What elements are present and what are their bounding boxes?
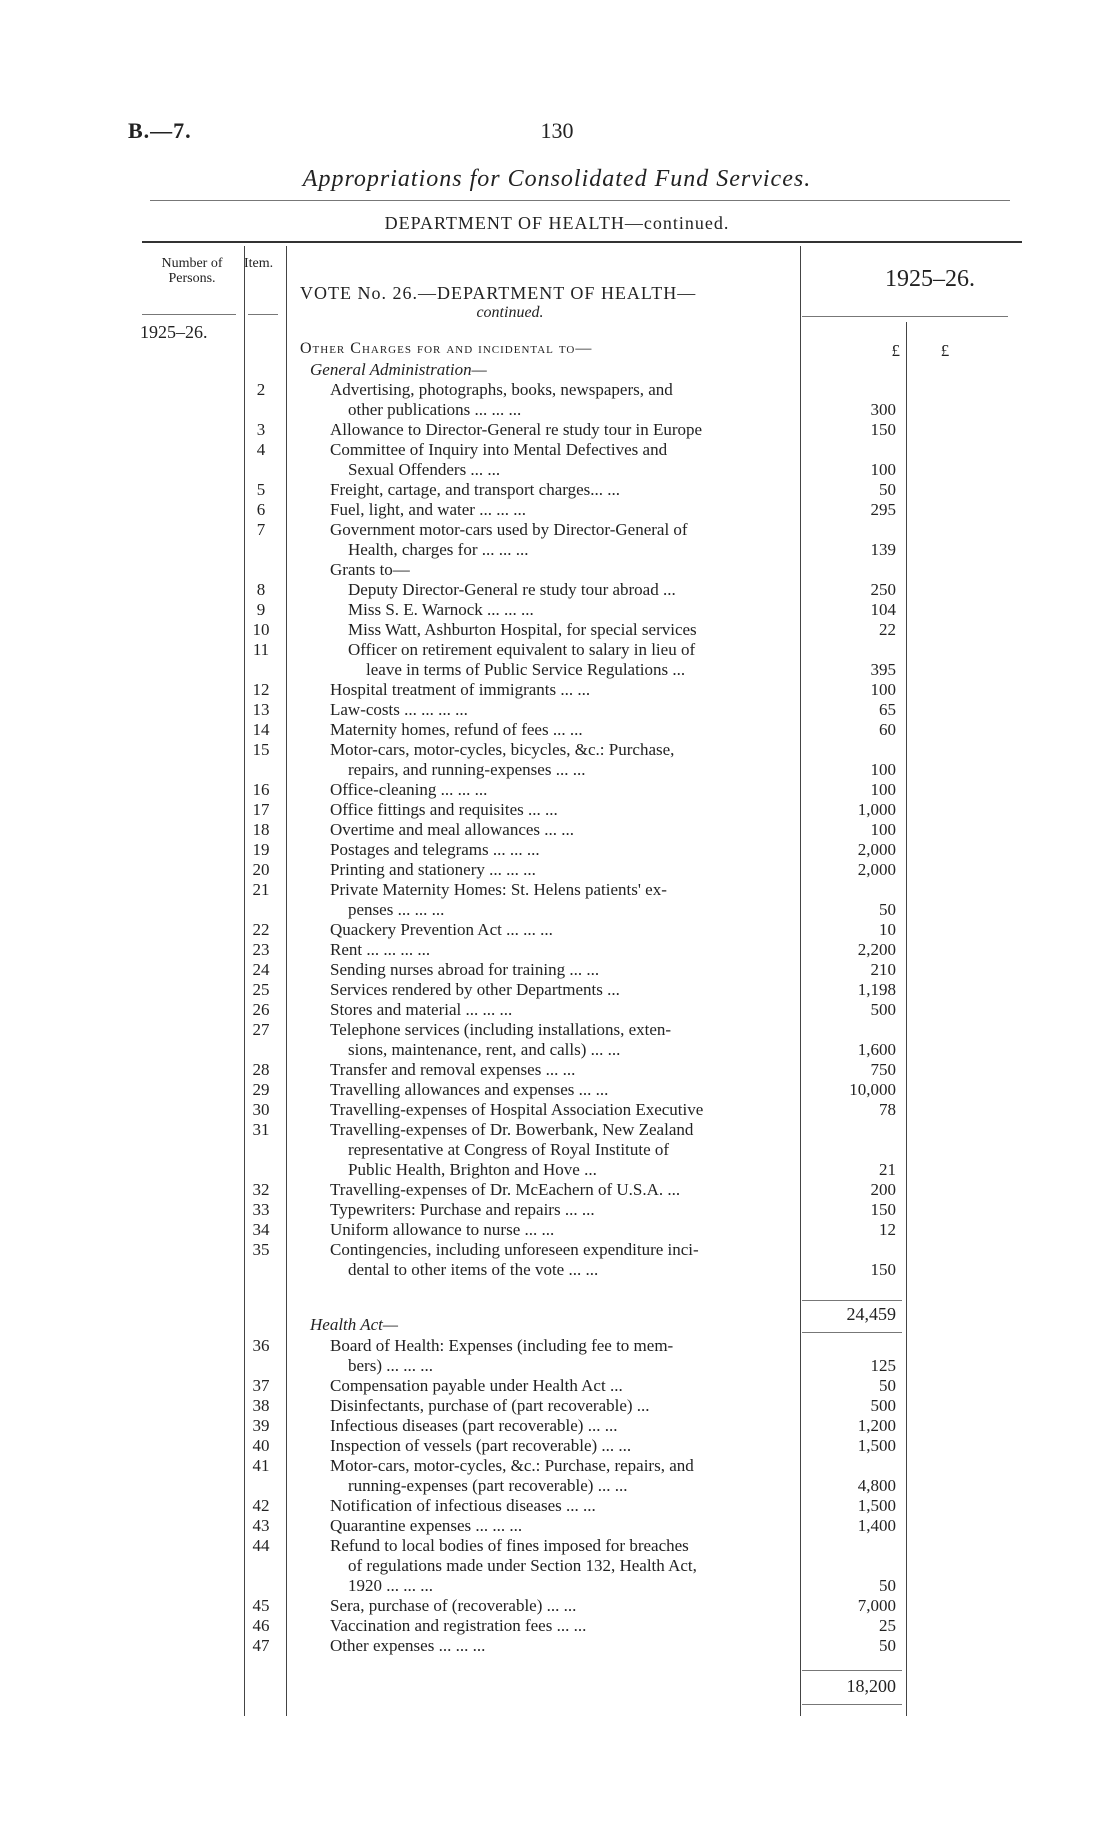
item-number: 3 xyxy=(256,420,266,439)
item-amount: 500 xyxy=(870,1000,896,1019)
item-description: Postages and telegrams ... ... ... xyxy=(330,840,540,859)
item-description: Disinfectants, purchase of (part recoverable) ... xyxy=(330,1396,650,1415)
item-description: Contingencies, including unforeseen expenditure inci- xyxy=(330,1240,699,1259)
persons-column-header: Number of Persons. xyxy=(161,256,223,286)
item-description: Compensation payable under Health Act ... xyxy=(330,1376,623,1395)
item-amount: 50 xyxy=(879,1376,896,1395)
item-description: Miss Watt, Ashburton Hospital, for special services xyxy=(348,620,697,639)
item-description: Allowance to Director-General re study tour in Europe xyxy=(330,420,703,439)
item-number: 17 xyxy=(252,800,270,819)
persons-header-rule xyxy=(142,314,236,315)
item-amount: 139 xyxy=(870,540,896,559)
item-amount: 50 xyxy=(879,1576,896,1595)
item-amount: 2,000 xyxy=(857,860,896,879)
item-description: Public Health, Brighton and Hove ... xyxy=(348,1160,597,1179)
item-number: 26 xyxy=(252,1000,270,1019)
item-description: Services rendered by other Departments ... xyxy=(330,980,620,999)
item-number: 16 xyxy=(252,780,270,799)
item-amount: 10 xyxy=(879,920,896,939)
item-description: Maternity homes, refund of fees ... ... xyxy=(330,720,583,739)
item-description: Travelling-expenses of Hospital Association Executive xyxy=(330,1100,704,1119)
item-amount: 210 xyxy=(870,960,896,979)
item-description: running-expenses (part recoverable) ... ... xyxy=(348,1476,628,1495)
general-administration-total: 24,459 xyxy=(846,1304,896,1324)
table-top-rule xyxy=(142,241,1022,243)
item-amount: 500 xyxy=(870,1396,896,1415)
item-description: Travelling allowances and expenses ... ... xyxy=(330,1080,609,1099)
item-description: Rent ... ... ... ... xyxy=(330,940,431,959)
item-amount: 1,500 xyxy=(857,1496,896,1515)
item-description: Committee of Inquiry into Mental Defectives and xyxy=(330,440,668,459)
item-number: 42 xyxy=(252,1496,270,1515)
item-number: 30 xyxy=(252,1100,270,1119)
item-amount: 150 xyxy=(870,1260,896,1279)
item-description: Office-cleaning ... ... ... xyxy=(330,780,488,799)
item-number: 29 xyxy=(252,1080,270,1099)
item-number: 7 xyxy=(256,520,266,539)
item-description: Freight, cartage, and transport charges... ... xyxy=(330,480,621,499)
item-description: Grants to— xyxy=(330,560,410,579)
item-number: 31 xyxy=(252,1120,270,1139)
year-column-header: 1925–26. xyxy=(885,266,975,292)
item-description: Officer on retirement equivalent to salary in lieu of xyxy=(348,640,696,659)
vote-heading: VOTE No. 26.—DEPARTMENT OF HEALTH— xyxy=(300,283,697,303)
general-administration-heading: General Administration— xyxy=(310,360,487,379)
item-amount: 50 xyxy=(879,480,896,499)
item-description: Typewriters: Purchase and repairs ... ... xyxy=(330,1200,595,1219)
item-description: Sera, purchase of (recoverable) ... ... xyxy=(330,1596,577,1615)
item-amount: 50 xyxy=(879,900,896,919)
department-heading: DEPARTMENT OF HEALTH—continued. xyxy=(384,213,730,233)
item-description: Vaccination and registration fees ... ... xyxy=(330,1616,587,1635)
item-number: 22 xyxy=(252,920,270,939)
item-description: Motor-cars, motor-cycles, &c.: Purchase, repairs, and xyxy=(330,1456,694,1475)
item-description: Office fittings and requisites ... ... xyxy=(330,800,558,819)
pound-sign-totals: £ xyxy=(940,341,950,360)
item-description: Deputy Director-General re study tour abroad ... xyxy=(348,580,676,599)
item-amount: 295 xyxy=(870,500,896,519)
item-description: leave in terms of Public Service Regulations ... xyxy=(366,660,686,679)
item-description: Refund to local bodies of fines imposed for breaches xyxy=(330,1536,689,1555)
item-description: bers) ... ... ... xyxy=(348,1356,433,1375)
item-amount: 65 xyxy=(879,700,896,719)
item-description: Infectious diseases (part recoverable) ... ... xyxy=(330,1416,618,1435)
vote-heading-continued: continued. xyxy=(476,304,544,321)
item-amount: 125 xyxy=(870,1356,896,1375)
item-number: 24 xyxy=(252,960,270,979)
item-description: Overtime and meal allowances ... ... xyxy=(330,820,575,839)
item-description: Other expenses ... ... ... xyxy=(330,1636,486,1655)
health-total-underline xyxy=(802,1704,902,1705)
item-amount: 7,000 xyxy=(857,1596,896,1615)
page-number: 130 xyxy=(540,118,574,143)
item-number: 46 xyxy=(252,1616,270,1635)
item-number: 20 xyxy=(252,860,270,879)
health-subtotal-rule xyxy=(802,1670,902,1671)
item-description: 1920 ... ... ... xyxy=(348,1576,433,1595)
item-description: Board of Health: Expenses (including fee to mem- xyxy=(330,1336,674,1355)
item-number: 15 xyxy=(252,740,270,759)
item-amount: 100 xyxy=(870,760,896,779)
item-amount: 100 xyxy=(870,780,896,799)
item-amount: 78 xyxy=(879,1100,896,1119)
item-description: Miss S. E. Warnock ... ... ... xyxy=(348,600,534,619)
health-act-heading: Health Act— xyxy=(310,1315,398,1334)
item-number: 14 xyxy=(252,720,270,739)
item-description: Health, charges for ... ... ... xyxy=(348,540,529,559)
item-description: Telephone services (including installations, exten- xyxy=(330,1020,672,1039)
title-rule xyxy=(150,200,1010,201)
item-amount: 1,500 xyxy=(857,1436,896,1455)
item-number: 37 xyxy=(252,1376,270,1395)
item-amount: 4,800 xyxy=(857,1476,896,1495)
item-description: Travelling-expenses of Dr. McEachern of U.S.A. ... xyxy=(330,1180,681,1199)
item-number: 27 xyxy=(252,1020,270,1039)
item-number: 12 xyxy=(252,680,270,699)
item-amount: 2,200 xyxy=(857,940,896,959)
item-number: 41 xyxy=(252,1456,270,1475)
item-description: Travelling-expenses of Dr. Bowerbank, New Zealand xyxy=(330,1120,694,1139)
pound-sign-items: £ xyxy=(891,341,900,360)
item-description: other publications ... ... ... xyxy=(348,400,522,419)
item-description: Hospital treatment of immigrants ... ... xyxy=(330,680,591,699)
item-amount: 10,000 xyxy=(849,1080,896,1099)
item-amount: 150 xyxy=(870,1200,896,1219)
item-number: 8 xyxy=(256,580,266,599)
section-heading: Other Charges for and incidental to— xyxy=(300,340,593,357)
column-divider-amount xyxy=(906,322,907,1716)
general-total-underline xyxy=(802,1332,902,1333)
column-divider-persons xyxy=(244,246,245,1716)
item-description: Government motor-cars used by Director-General of xyxy=(330,520,688,539)
item-number: 18 xyxy=(252,820,270,839)
item-amount: 150 xyxy=(870,420,896,439)
item-number: 9 xyxy=(256,600,266,619)
item-amount: 1,000 xyxy=(857,800,896,819)
item-description: representative at Congress of Royal Institute of xyxy=(348,1140,670,1159)
item-amount: 50 xyxy=(879,1636,896,1655)
item-description: Printing and stationery ... ... ... xyxy=(330,860,536,879)
item-amount: 100 xyxy=(870,820,896,839)
item-amount: 104 xyxy=(870,600,896,619)
year-header-rule xyxy=(802,316,1008,317)
document-reference: B.—7. xyxy=(128,118,192,143)
item-column-header: Item. xyxy=(244,256,274,271)
item-description: Sexual Offenders ... ... xyxy=(348,460,501,479)
item-number: 35 xyxy=(252,1240,270,1259)
item-amount: 1,200 xyxy=(857,1416,896,1435)
item-number: 36 xyxy=(252,1336,270,1355)
item-description: Uniform allowance to nurse ... ... xyxy=(330,1220,555,1239)
item-description: Sending nurses abroad for training ... ... xyxy=(330,960,600,979)
health-act-total: 18,200 xyxy=(846,1676,896,1696)
item-description: Fuel, light, and water ... ... ... xyxy=(330,500,526,519)
item-amount: 1,600 xyxy=(857,1040,896,1059)
item-description: Private Maternity Homes: St. Helens patients' ex- xyxy=(330,880,667,899)
item-number: 44 xyxy=(252,1536,270,1555)
item-amount: 12 xyxy=(879,1220,896,1239)
item-description: dental to other items of the vote ... ... xyxy=(348,1260,599,1279)
general-subtotal-rule xyxy=(802,1300,902,1301)
item-amount: 200 xyxy=(870,1180,896,1199)
item-number: 5 xyxy=(256,480,266,499)
item-description: Advertising, photographs, books, newspapers, and xyxy=(330,380,673,399)
item-amount: 250 xyxy=(870,580,896,599)
item-number: 13 xyxy=(252,700,270,719)
persons-year: 1925–26. xyxy=(140,322,208,342)
item-number: 28 xyxy=(252,1060,270,1079)
item-amount: 1,198 xyxy=(857,980,896,999)
item-amount: 395 xyxy=(870,660,896,679)
item-description: Quarantine expenses ... ... ... xyxy=(330,1516,523,1535)
column-divider-item xyxy=(286,246,287,1716)
page-title: Appropriations for Consolidated Fund Services. xyxy=(302,166,812,192)
item-number: 39 xyxy=(252,1416,270,1435)
item-amount: 60 xyxy=(879,720,896,739)
item-description: penses ... ... ... xyxy=(348,900,445,919)
item-amount: 300 xyxy=(870,400,896,419)
item-number: 40 xyxy=(252,1436,270,1455)
item-number: 11 xyxy=(252,640,270,659)
item-description: Stores and material ... ... ... xyxy=(330,1000,513,1019)
item-amount: 750 xyxy=(870,1060,896,1079)
item-number: 2 xyxy=(256,380,266,399)
item-amount: 1,400 xyxy=(857,1516,896,1535)
item-amount: 100 xyxy=(870,680,896,699)
item-description: Quackery Prevention Act ... ... ... xyxy=(330,920,553,939)
item-number: 47 xyxy=(252,1636,270,1655)
item-number: 33 xyxy=(252,1200,270,1219)
item-description: repairs, and running-expenses ... ... xyxy=(348,760,586,779)
item-number: 23 xyxy=(252,940,270,959)
item-amount: 2,000 xyxy=(857,840,896,859)
item-number: 34 xyxy=(252,1220,270,1239)
item-amount: 22 xyxy=(879,620,896,639)
item-description: sions, maintenance, rent, and calls) ... ... xyxy=(348,1040,621,1059)
item-description: Notification of infectious diseases ... ... xyxy=(330,1496,596,1515)
item-number: 10 xyxy=(252,620,270,639)
item-description: Transfer and removal expenses ... ... xyxy=(330,1060,576,1079)
item-number: 19 xyxy=(252,840,270,859)
item-header-rule xyxy=(248,314,278,315)
item-number: 21 xyxy=(252,880,270,899)
item-amount: 25 xyxy=(879,1616,896,1635)
item-number: 43 xyxy=(252,1516,270,1535)
item-number: 45 xyxy=(252,1596,270,1615)
item-description: of regulations made under Section 132, Health Act, xyxy=(348,1556,697,1575)
item-number: 4 xyxy=(256,440,266,459)
item-amount: 100 xyxy=(870,460,896,479)
item-number: 38 xyxy=(252,1396,270,1415)
item-number: 25 xyxy=(252,980,270,999)
item-description: Inspection of vessels (part recoverable) ... ... xyxy=(330,1436,632,1455)
item-number: 32 xyxy=(252,1180,270,1199)
item-amount: 21 xyxy=(879,1160,896,1179)
item-description: Law-costs ... ... ... ... xyxy=(330,700,468,719)
item-number: 6 xyxy=(256,500,266,519)
item-description: Motor-cars, motor-cycles, bicycles, &c.: Purchase, xyxy=(330,740,675,759)
